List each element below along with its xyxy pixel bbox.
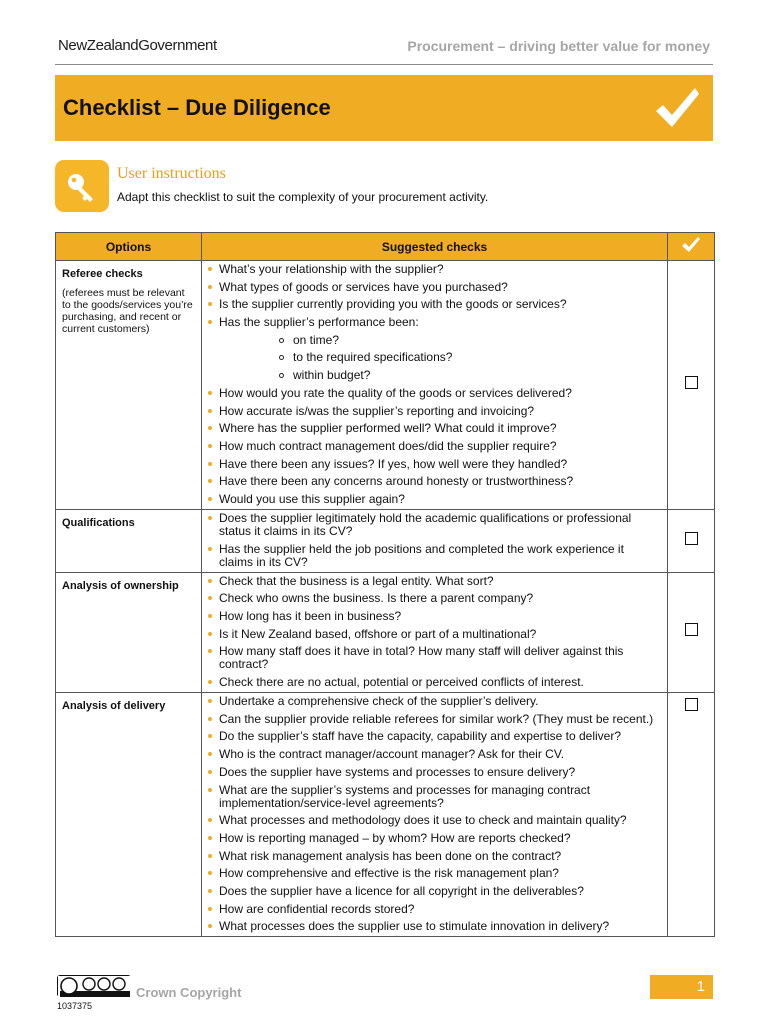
list-item: Have there been any issues? If yes, how well were they handled? — [207, 458, 661, 471]
delivery-checkbox[interactable] — [685, 698, 698, 711]
list-item: Does the supplier have a licence for all copyright in the deliverables? — [207, 885, 661, 898]
list-item: Is it New Zealand based, offshore or part of a multinational? — [207, 628, 661, 641]
instructions-title: User instructions — [117, 165, 226, 182]
list-item: Check that the business is a legal entity. What sort? — [207, 575, 661, 588]
list-item: What risk management analysis has been done on the contract? — [207, 850, 661, 863]
list-item: How would you rate the quality of the goods or services delivered? — [207, 387, 661, 400]
sub-list-item: to the required specifications? — [207, 351, 661, 364]
list-item: Can the supplier provide reliable referees for similar work? (They must be recent.) — [207, 713, 661, 726]
sub-list-item: on time? — [207, 334, 661, 347]
list-item: Check there are no actual, potential or perceived conflicts of interest. — [207, 676, 661, 689]
title-banner — [55, 75, 713, 141]
table-row — [56, 261, 715, 510]
list-item: Where has the supplier performed well? What could it improve? — [207, 422, 661, 435]
option-label: Qualifications — [62, 516, 135, 529]
list-item: Has the supplier held the job positions and completed the work experience it claims in its CV? — [207, 543, 661, 569]
qualifications-checkbox[interactable] — [685, 532, 698, 545]
list-item: How accurate is/was the supplier’s reporting and invoicing? — [207, 405, 661, 418]
option-label: Analysis of delivery — [62, 700, 166, 713]
checks-list — [207, 575, 661, 689]
option-label: Analysis of ownership — [62, 579, 179, 592]
table-row — [56, 509, 715, 572]
list-item: Has the supplier’s performance been: — [207, 316, 661, 329]
header-divider — [55, 64, 713, 65]
referee-checks-checkbox[interactable] — [685, 376, 698, 389]
list-item: How much contract management does/did the supplier require? — [207, 440, 661, 453]
list-item: Check who owns the business. Is there a parent company? — [207, 592, 661, 605]
list-item: Would you use this supplier again? — [207, 493, 661, 506]
checkmark-icon — [653, 85, 701, 131]
checks-list — [207, 695, 661, 933]
sub-list-item: within budget? — [207, 369, 661, 382]
list-item: What’s your relationship with the supplier? — [207, 263, 661, 276]
instructions-text: Adapt this checklist to suit the complexity of your procurement activity. — [117, 190, 489, 204]
table-row — [56, 572, 715, 692]
creative-commons-badge — [57, 975, 131, 997]
list-item: Do the supplier’s staff have the capacity, capability and expertise to deliver? — [207, 730, 661, 743]
list-item: Have there been any concerns around honesty or trustworthiness? — [207, 475, 661, 488]
checks-list — [207, 263, 661, 506]
list-item: Is the supplier currently providing you with the goods or services? — [207, 298, 661, 311]
list-item: Does the supplier have systems and processes to ensure delivery? — [207, 766, 661, 779]
nz-government-logo: NewZealandGovernment — [58, 37, 217, 54]
list-item: How comprehensive and effective is the risk management plan? — [207, 867, 661, 880]
list-item: How many staff does it have in total? How many staff will deliver against this contract? — [207, 645, 661, 671]
list-item: What processes and methodology does it use to check and maintain quality? — [207, 814, 661, 827]
header-suggested-checks: Suggested checks — [202, 233, 668, 261]
due-diligence-table — [55, 232, 715, 937]
footer-copyright: Crown Copyright — [136, 985, 242, 1000]
header-tagline: Procurement – driving better value for money — [407, 38, 710, 54]
list-item: What processes does the supplier use to stimulate innovation in delivery? — [207, 920, 661, 933]
key-icon — [55, 160, 109, 212]
list-item: Undertake a comprehensive check of the supplier’s delivery. — [207, 695, 661, 708]
page-number: 1 — [650, 975, 713, 999]
list-item: What are the supplier’s systems and processes for managing contract implementation/service-level agreements? — [207, 784, 661, 810]
page-title: Checklist – Due Diligence — [63, 95, 331, 120]
option-label: Referee checks — [62, 268, 143, 280]
list-item: Does the supplier legitimately hold the academic qualifications or professional status it claims in its CV? — [207, 512, 661, 538]
list-item: What types of goods or services have you purchased? — [207, 281, 661, 294]
header-check-column — [668, 233, 715, 261]
table-row — [56, 693, 715, 937]
table-header-row — [56, 233, 715, 261]
ownership-checkbox[interactable] — [685, 623, 698, 636]
list-item: Who is the contract manager/account manager? Ask for their CV. — [207, 748, 661, 761]
checks-list — [207, 512, 661, 569]
header-options: Options — [56, 233, 202, 261]
header-checkmark-icon — [681, 236, 701, 254]
list-item: How is reporting managed – by whom? How are reports checked? — [207, 832, 661, 845]
option-note: (referees must be relevant to the goods/services you’re purchasing, and recent or current customers) — [62, 287, 193, 335]
document-id: 1037375 — [57, 1001, 93, 1011]
list-item: How are confidential records stored? — [207, 903, 661, 916]
list-item: How long has it been in business? — [207, 610, 661, 623]
